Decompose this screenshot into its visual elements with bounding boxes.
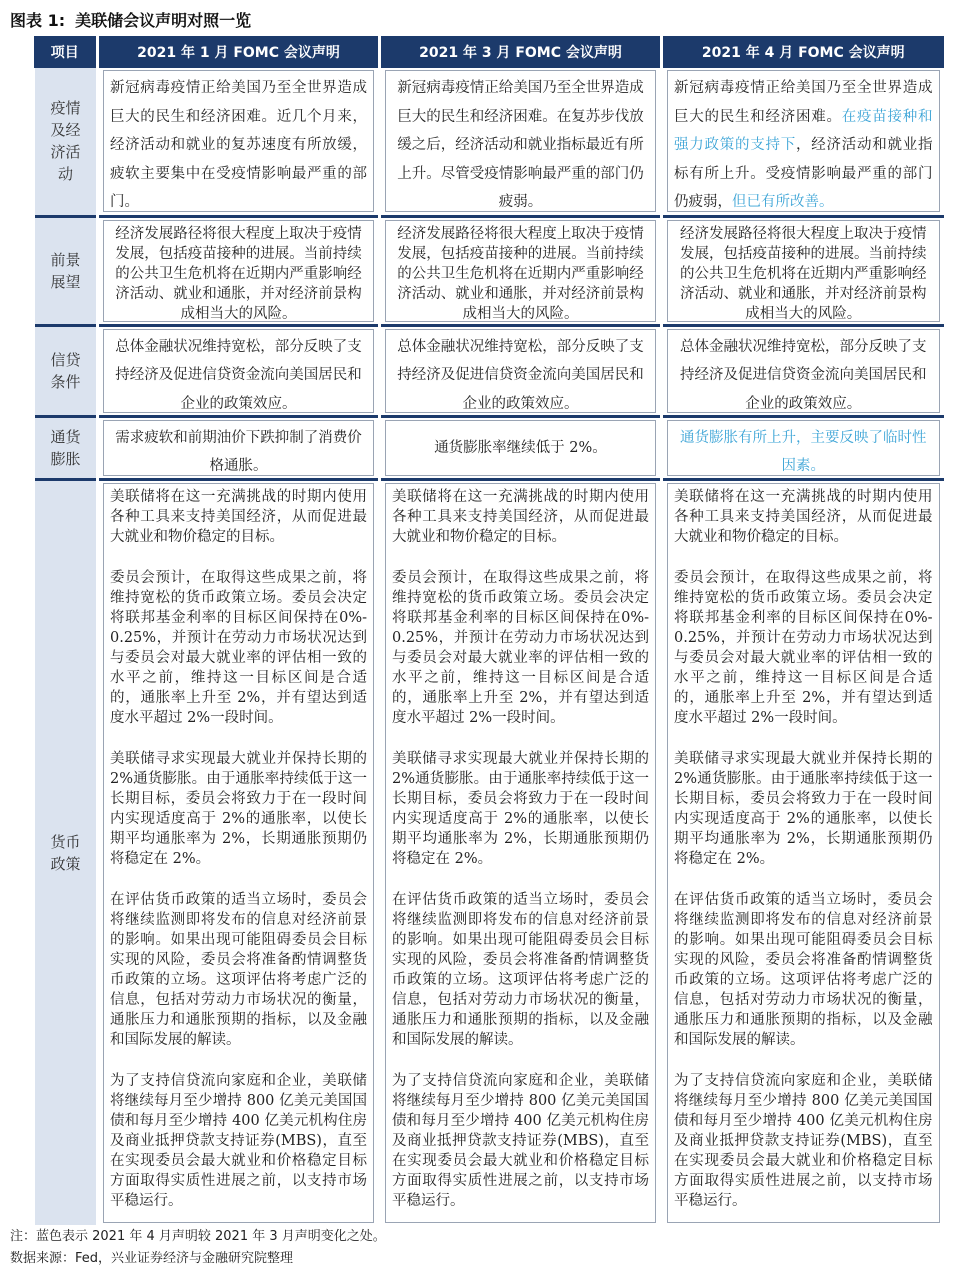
statement-cell-mar: 总体金融状况维持宽松，部分反映了支持经济及促进信贷资金流向美国居民和企业的政策效应。 xyxy=(385,329,656,413)
category-label: 信贷条件 xyxy=(50,350,81,391)
statement-cell-apr xyxy=(667,483,940,1223)
policy-paragraph: 委员会预计，在取得这些成果之前，将维持宽松的货币政策立场。委员会决定将联邦基金利率的目标区间保持在0%-0.25%，并预计在劳动力市场状况达到与委员会对最大就业率的评估相一致的水平之前，维持这一目标区间是合适的，通胀率上升至 2%，并有望达到适度水平超过 2%一段时间。 xyxy=(674,569,933,726)
policy-paragraph: 在评估货币政策的适当立场时，委员会将继续监测即将发布的信息对经济前景的影响。如果出现可能阻碍委员会目标实现的风险，委员会将准备酌情调整货币政策的立场。这项评估将考虑广泛的信息，包括对劳动力市场状况的衡量，通胀压力和通胀预期的指标，以及金融和国际发展的解读。 xyxy=(392,891,649,1048)
policy-paragraph: 美联储寻求实现最大就业并保持长期的 2%通货膨胀。由于通胀率持续低于这一长期目标，委员会将致力于在一段时间内实现适度高于 2%的通胀率，以使长期平均通胀率为 2%，长期通胀预期仍将稳定在 2%。 xyxy=(110,750,367,867)
policy-paragraph: 委员会预计，在取得这些成果之前，将维持宽松的货币政策立场。委员会决定将联邦基金利率的目标区间保持在0%-0.25%，并预计在劳动力市场状况达到与委员会对最大就业率的评估相一致的水平之前，维持这一目标区间是合适的，通胀率上升至 2%，并有望达到适度水平超过 2%一段时间。 xyxy=(392,569,649,726)
statement-text: 通货膨胀率继续低于 2%。 xyxy=(434,439,607,456)
category-cell xyxy=(34,479,98,1225)
category-label: 通货膨胀 xyxy=(50,427,81,468)
table-row-outlook xyxy=(34,216,944,325)
statement-cell-jan: 新冠病毒疫情正给美国乃至全世界造成巨大的民生和经济困难。近几个月来，经济活动和就业的复苏速度有所放缓，疲软主要集中在受疫情影响最严重的部门。 xyxy=(103,70,374,212)
footer xyxy=(10,1226,386,1270)
data-source: 数据来源：Fed，兴业证券经济与金融研究院整理 xyxy=(10,1251,294,1266)
table-row-monetary-policy xyxy=(34,479,944,1225)
policy-paragraph: 委员会预计，在取得这些成果之前，将维持宽松的货币政策立场。委员会决定将联邦基金利率的目标区间保持在0%-0.25%，并预计在劳动力市场状况达到与委员会对最大就业率的评估相一致的水平之前，维持这一目标区间是合适的，通胀率上升至 2%，并有望达到适度水平超过 2%一段时间。 xyxy=(110,569,367,726)
table-row-credit xyxy=(34,325,944,416)
table-header-row xyxy=(34,36,944,68)
policy-paragraph: 美联储寻求实现最大就业并保持长期的 2%通货膨胀。由于通胀率持续低于这一长期目标，委员会将致力于在一段时间内实现适度高于 2%的通胀率，以使长期平均通胀率为 2%，长期通胀预期仍将稳定在 2%。 xyxy=(674,750,933,867)
figure-title xyxy=(10,6,251,32)
comparison-table xyxy=(32,36,944,1225)
apr-text-unchanged-2: ，经济活动和就业指标有所上升。受疫情影响最严重的部门仍疲弱， xyxy=(674,137,933,211)
policy-paragraph: 为了支持信贷流向家庭和企业，美联储将继续每月至少增持 800 亿美元美国国债和每月至少增持 400 亿美元机构住房及商业抵押贷款支持证券(MBS)，直至在实现委员会最大就业和价格稳定目标方面取得实质性进展之前，以支持市场平稳运行。 xyxy=(674,1072,933,1209)
figure-label: 图表 1: xyxy=(10,10,66,30)
statement-cell-apr xyxy=(667,70,940,212)
category-cell xyxy=(34,325,98,416)
category-label: 疫情及经济活动 xyxy=(50,99,81,184)
policy-paragraph: 美联储将在这一充满挑战的时期内使用各种工具来支持美国经济，从而促进最大就业和物价稳定的目标。 xyxy=(392,488,649,545)
apr-text-unchanged: 新冠病毒疫情正给美国乃至全世界造成巨大的民生和经济困难。 xyxy=(674,80,933,125)
figure-title-text: 美联储会议声明对照一览 xyxy=(75,10,252,30)
column-header-item: 项目 xyxy=(34,36,98,68)
statement-cell-mar: 新冠病毒疫情正给美国乃至全世界造成巨大的民生和经济困难。在复苏步伐放缓之后，经济活动和就业指标最近有所上升。尽管受疫情影响最严重的部门仍疲弱。 xyxy=(385,70,656,212)
category-cell xyxy=(34,216,98,325)
statement-cell-jan: 总体金融状况维持宽松，部分反映了支持经济及促进信贷资金流向美国居民和企业的政策效应。 xyxy=(103,329,374,413)
statement-cell-apr: 经济发展路径将很大程度上取决于疫情发展，包括疫苗接种的进展。当前持续的公共卫生危机将在近期内严重影响经济活动、就业和通胀，并对经济前景构成相当大的风险。 xyxy=(667,220,940,322)
apr-text-changed-2: 但已有所改善。 xyxy=(732,194,834,211)
statement-cell-jan: 经济发展路径将很大程度上取决于疫情发展，包括疫苗接种的进展。当前持续的公共卫生危机将在近期内严重影响经济活动、就业和通胀，并对经济前景构成相当大的风险。 xyxy=(103,220,374,322)
apr-text-changed: 在疫苗接种和强力政策的支持下 xyxy=(674,108,933,154)
column-header-mar: 2021 年 3 月 FOMC 会议声明 xyxy=(380,36,662,68)
table-row-inflation xyxy=(34,416,944,479)
column-header-apr: 2021 年 4 月 FOMC 会议声明 xyxy=(662,36,944,68)
policy-paragraph: 为了支持信贷流向家庭和企业，美联储将继续每月至少增持 800 亿美元美国国债和每月至少增持 400 亿美元机构住房及商业抵押贷款支持证券(MBS)，直至在实现委员会最大就业和价格稳定目标方面取得实质性进展之前，以支持市场平稳运行。 xyxy=(110,1072,367,1209)
policy-paragraph: 为了支持信贷流向家庭和企业，美联储将继续每月至少增持 800 亿美元美国国债和每月至少增持 400 亿美元机构住房及商业抵押贷款支持证券(MBS)，直至在实现委员会最大就业和价格稳定目标方面取得实质性进展之前，以支持市场平稳运行。 xyxy=(392,1072,649,1209)
policy-paragraph: 在评估货币政策的适当立场时，委员会将继续监测即将发布的信息对经济前景的影响。如果出现可能阻碍委员会目标实现的风险，委员会将准备酌情调整货币政策的立场。这项评估将考虑广泛的信息，包括对劳动力市场状况的衡量，通胀压力和通胀预期的指标，以及金融和国际发展的解读。 xyxy=(110,891,367,1048)
statement-cell-mar: 经济发展路径将很大程度上取决于疫情发展，包括疫苗接种的进展。当前持续的公共卫生危机将在近期内严重影响经济活动、就业和通胀，并对经济前景构成相当大的风险。 xyxy=(385,220,656,322)
footnote: 注：蓝色表示 2021 年 4 月声明较 2021 年 3 月声明变化之处。 xyxy=(10,1229,386,1244)
policy-paragraph: 美联储将在这一充满挑战的时期内使用各种工具来支持美国经济，从而促进最大就业和物价稳定的目标。 xyxy=(674,488,933,545)
statement-cell-mar xyxy=(385,483,656,1223)
statement-cell-mar xyxy=(385,420,656,476)
statement-cell-jan xyxy=(103,483,374,1223)
statement-cell-apr: 总体金融状况维持宽松，部分反映了支持经济及促进信贷资金流向美国居民和企业的政策效应。 xyxy=(667,329,940,413)
policy-paragraph: 美联储将在这一充满挑战的时期内使用各种工具来支持美国经济，从而促进最大就业和物价稳定的目标。 xyxy=(110,488,367,545)
table-row-economy xyxy=(34,68,944,216)
category-cell xyxy=(34,416,98,479)
column-header-jan: 2021 年 1 月 FOMC 会议声明 xyxy=(98,36,380,68)
category-label: 货币政策 xyxy=(50,832,81,873)
statement-cell-jan: 需求疲软和前期油价下跌抑制了消费价格通胀。 xyxy=(103,420,374,476)
statement-cell-apr: 通货膨胀有所上升，主要反映了临时性因素。 xyxy=(667,420,940,476)
policy-paragraph: 美联储寻求实现最大就业并保持长期的 2%通货膨胀。由于通胀率持续低于这一长期目标，委员会将致力于在一段时间内实现适度高于 2%的通胀率，以使长期平均通胀率为 2%，长期通胀预期仍将稳定在 2%。 xyxy=(392,750,649,867)
category-cell xyxy=(34,68,98,216)
policy-paragraph: 在评估货币政策的适当立场时，委员会将继续监测即将发布的信息对经济前景的影响。如果出现可能阻碍委员会目标实现的风险，委员会将准备酌情调整货币政策的立场。这项评估将考虑广泛的信息，包括对劳动力市场状况的衡量，通胀压力和通胀预期的指标，以及金融和国际发展的解读。 xyxy=(674,891,933,1048)
category-label: 前景展望 xyxy=(50,250,81,291)
